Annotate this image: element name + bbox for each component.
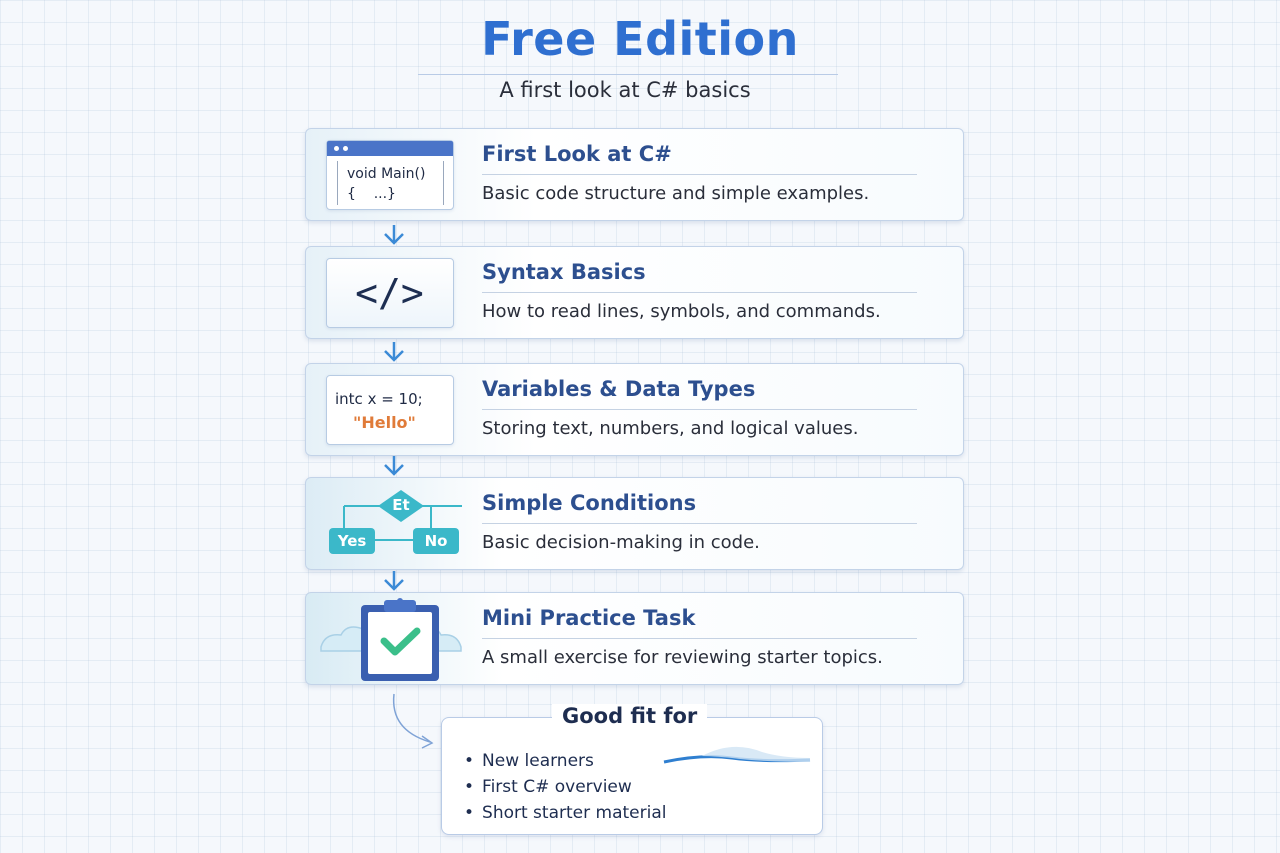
step-description: Basic code structure and simple examples. bbox=[482, 183, 870, 204]
step-card-practice bbox=[305, 592, 964, 685]
step-title: First Look at C# bbox=[482, 142, 672, 166]
page-subtitle: A first look at C# basics bbox=[499, 78, 751, 102]
list-item: • Short starter material bbox=[464, 800, 666, 826]
variable-code-icon bbox=[326, 375, 454, 445]
step-description: A small exercise for reviewing starter topics. bbox=[482, 647, 883, 668]
wave-decoration-icon bbox=[662, 738, 812, 768]
list-item: • First C# overview bbox=[464, 774, 666, 800]
step-description: How to read lines, symbols, and commands. bbox=[482, 301, 881, 322]
arrow-down-icon bbox=[380, 341, 408, 363]
step-card-variables bbox=[305, 363, 964, 456]
code-tag-icon: </> bbox=[326, 258, 454, 328]
step-card-conditions bbox=[305, 477, 964, 570]
code-line: { ...} bbox=[347, 186, 396, 202]
step-title: Simple Conditions bbox=[482, 491, 697, 515]
good-fit-box bbox=[441, 704, 823, 835]
step-description: Storing text, numbers, and logical values. bbox=[482, 418, 859, 439]
arrow-down-icon bbox=[380, 455, 408, 477]
step-title: Mini Practice Task bbox=[482, 606, 696, 630]
no-label: No bbox=[424, 532, 448, 550]
step-description: Basic decision-making in code. bbox=[482, 532, 760, 553]
arrow-down-icon bbox=[380, 224, 408, 246]
decision-flow-icon bbox=[324, 484, 464, 564]
code-window-icon bbox=[326, 140, 454, 210]
clipboard-check-icon bbox=[311, 595, 471, 685]
page-title: Free Edition bbox=[481, 12, 799, 66]
good-fit-list bbox=[464, 748, 666, 826]
step-card-syntax bbox=[305, 246, 964, 339]
arrow-down-icon bbox=[380, 570, 408, 592]
step-card-first-look bbox=[305, 128, 964, 221]
string-literal: "Hello" bbox=[353, 413, 416, 432]
good-fit-title: Good fit for bbox=[552, 704, 707, 728]
code-line: void Main() bbox=[347, 166, 426, 182]
list-item: • New learners bbox=[464, 748, 666, 774]
step-title: Variables & Data Types bbox=[482, 377, 756, 401]
decision-label: Et bbox=[392, 496, 410, 514]
yes-label: Yes bbox=[337, 532, 367, 550]
title-divider bbox=[418, 74, 838, 75]
code-line: intc x = 10; bbox=[335, 390, 423, 408]
step-title: Syntax Basics bbox=[482, 260, 646, 284]
